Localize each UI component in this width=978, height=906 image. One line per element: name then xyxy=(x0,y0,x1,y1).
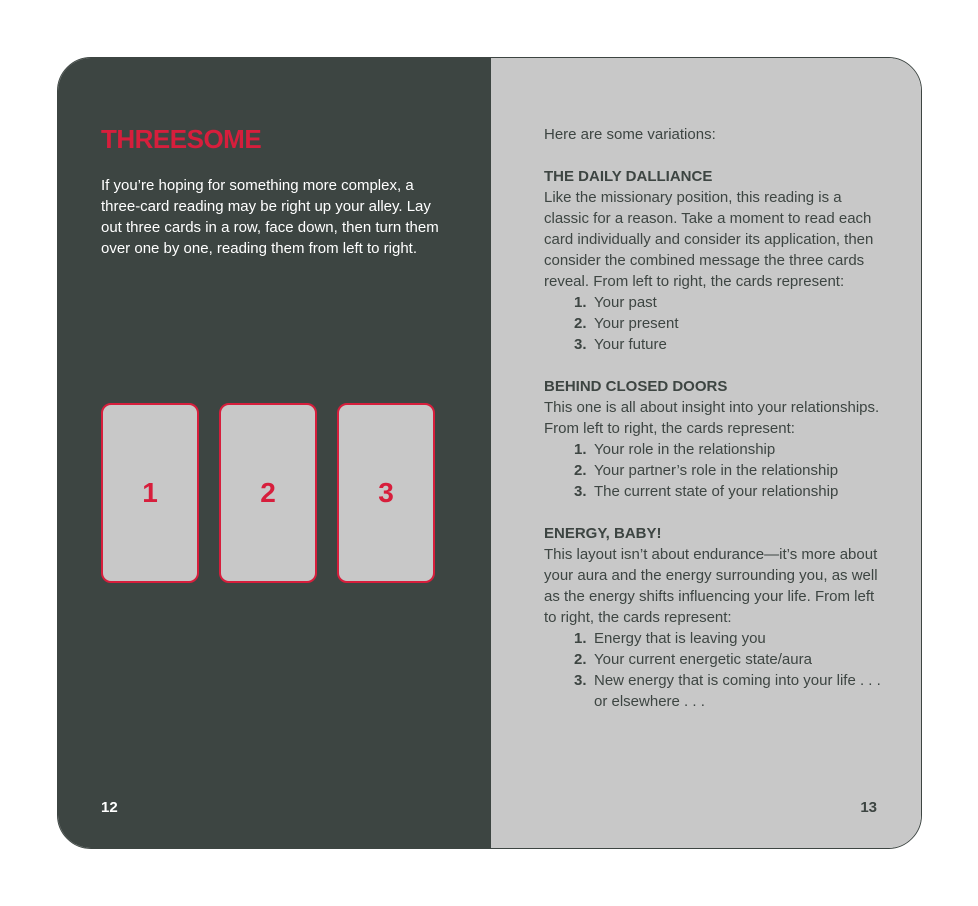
list-text: Your role in the relationship xyxy=(594,441,776,458)
list-item xyxy=(544,670,884,712)
list-text: Your past xyxy=(594,294,657,311)
list-text: Your current energetic state/aura xyxy=(594,651,812,668)
card-number: 1 xyxy=(142,477,158,508)
section-title: THE DAILY DALLIANCE xyxy=(544,168,713,185)
section-title: ENERGY, BABY! xyxy=(544,525,662,542)
section-behind-closed-doors xyxy=(544,376,884,502)
list-number: 3. xyxy=(574,336,587,353)
list-item xyxy=(544,334,884,355)
list-text: Your present xyxy=(594,315,679,332)
page-heading: THREESOME xyxy=(101,124,262,154)
list-item xyxy=(544,292,884,313)
list-item xyxy=(544,460,884,481)
list-text: The current state of your relationship xyxy=(594,483,839,500)
list-number: 2. xyxy=(574,315,587,332)
tarot-card-1 xyxy=(101,403,199,583)
list-item xyxy=(544,481,884,502)
list-number: 2. xyxy=(574,462,587,479)
section-body: This layout isn’t about endurance—it’s more about your aura and the energy surrounding you, as well as the energy shifts influencing your life. From left to right, the cards represent: xyxy=(544,546,878,626)
list-item xyxy=(544,313,884,334)
list-item xyxy=(544,649,884,670)
list-text: Energy that is leaving you xyxy=(594,630,766,647)
variations-content xyxy=(544,124,884,733)
section-energy-baby xyxy=(544,523,884,712)
list-number: 3. xyxy=(574,483,587,500)
book-spread xyxy=(57,57,922,849)
list-number: 1. xyxy=(574,294,587,311)
page-number-left: 12 xyxy=(101,799,118,816)
list-text: Your future xyxy=(594,336,667,353)
tarot-card-3 xyxy=(337,403,435,583)
list-text: Your partner’s role in the relationship xyxy=(594,462,839,479)
tarot-card-2 xyxy=(219,403,317,583)
variations-lead: Here are some variations: xyxy=(544,126,716,143)
card-layout-diagram xyxy=(101,403,437,583)
section-body: Like the missionary position, this reading is a classic for a reason. Take a moment to read each card individually and consider its application, then consider the combined message the three cards reveal. From left to right, the cards represent: xyxy=(544,189,874,290)
card-number: 3 xyxy=(378,477,394,508)
list-number: 2. xyxy=(574,651,587,668)
section-title: BEHIND CLOSED DOORS xyxy=(544,378,728,395)
list-text: New energy that is coming into your life . . . or elsewhere . . . xyxy=(594,672,881,710)
intro-paragraph: If you’re hoping for something more complex, a three-card reading may be right up your alley. Lay out three cards in a row, face down, then turn them over one by one, reading them from left to right. xyxy=(101,177,439,257)
card-meaning-list xyxy=(544,628,884,712)
section-daily-dalliance xyxy=(544,166,884,355)
list-item xyxy=(544,439,884,460)
section-body: This one is all about insight into your relationships. From left to right, the cards represent: xyxy=(544,399,880,437)
list-number: 1. xyxy=(574,441,587,458)
right-page xyxy=(491,58,921,848)
page-number-right: 13 xyxy=(860,799,877,816)
card-meaning-list xyxy=(544,292,884,355)
list-number: 1. xyxy=(574,630,587,647)
card-number: 2 xyxy=(260,477,276,508)
left-page xyxy=(58,58,491,848)
list-number: 3. xyxy=(574,672,587,689)
card-meaning-list xyxy=(544,439,884,502)
list-item xyxy=(544,628,884,649)
